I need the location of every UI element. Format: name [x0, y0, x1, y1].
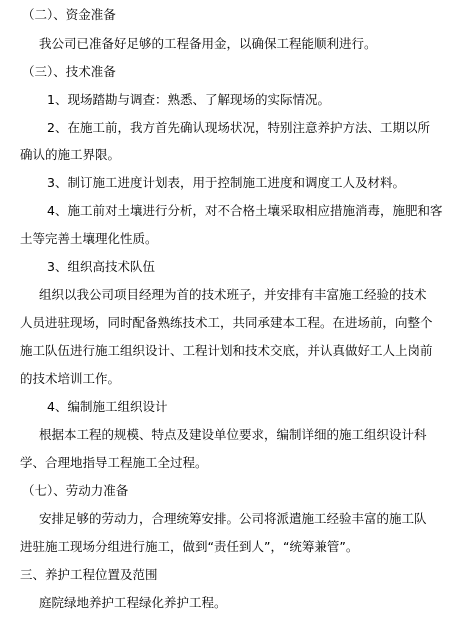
subsection-heading-team: 3、组织高技术队伍 [47, 259, 155, 274]
section-heading-labor: （七）、劳动力准备 [22, 483, 129, 498]
item-soil-analysis-cont: 土等完善土壤理化性质。 [20, 231, 158, 246]
paragraph-team-4: 的技术培训工作。 [20, 371, 121, 386]
section-heading-funds: （二）、资金准备 [22, 7, 116, 22]
subsection-heading-organization: 4、编制施工组织设计 [47, 399, 168, 414]
item-soil-analysis: 4、施工前对土壤进行分析，对不合格土壤采取相应措施消毒，施肥和客 [47, 203, 443, 218]
paragraph-funds: 我公司已准备好足够的工程备用金，以确保工程能顺利进行。 [39, 36, 377, 51]
paragraph-maintenance-scope: 庭院绿地养护工程绿化养护工程。 [39, 595, 227, 610]
item-site-survey: 1、现场踏勘与调查：熟悉、了解现场的实际情况。 [47, 92, 330, 107]
paragraph-team-2: 人员进驻现场，同时配备熟练技术工，共同承建本工程。在进场前，向整个 [20, 315, 433, 330]
paragraph-team-1: 组织以我公司项目经理为首的技术班子，并安排有丰富施工经验的技术 [39, 287, 427, 302]
paragraph-organization-1: 根据本工程的规模、特点及建设单位要求，编制详细的施工组织设计科 [39, 427, 427, 442]
item-schedule: 3、制订施工进度计划表，用于控制施工进度和调度工人及材料。 [47, 175, 405, 190]
paragraph-organization-2: 学、合理地指导工程施工全过程。 [20, 455, 208, 470]
section-heading-maintenance-scope: 三、养护工程位置及范围 [20, 567, 158, 582]
paragraph-labor-1: 安排足够的劳动力，合理统筹安排。公司将派遣施工经验丰富的施工队 [39, 511, 427, 526]
section-heading-technical: （三）、技术准备 [22, 64, 116, 79]
item-site-confirmation: 2、在施工前，我方首先确认现场状况，特别注意养护方法、工期以所 [47, 120, 430, 135]
item-site-confirmation-cont: 确认的施工界限。 [20, 147, 121, 162]
paragraph-team-3: 施工队伍进行施工组织设计、工程计划和技术交底，并认真做好工人上岗前 [20, 343, 433, 358]
paragraph-labor-2: 进驻施工现场分组进行施工，做到“责任到人”，“统筹兼管”。 [20, 539, 359, 554]
